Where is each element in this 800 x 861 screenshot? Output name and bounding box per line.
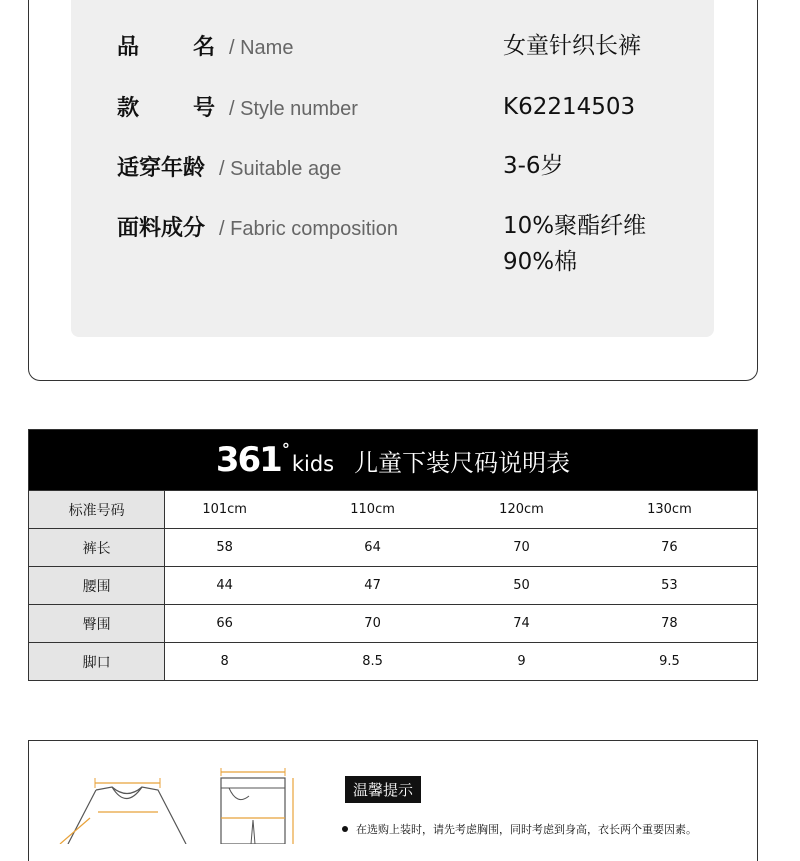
table-header-cell: 130cm bbox=[647, 502, 692, 517]
table-row-label: 裤长 bbox=[29, 529, 165, 566]
table-cell: 64 bbox=[364, 540, 381, 555]
table-row bbox=[29, 528, 757, 566]
pants-garment-illustration bbox=[215, 768, 300, 844]
table-row-label: 臀围 bbox=[29, 605, 165, 642]
table-cell: 53 bbox=[661, 578, 678, 593]
fabric-label-en: / Fabric composition bbox=[219, 218, 398, 240]
name-value: 女童针织长裤 bbox=[503, 33, 641, 59]
table-cell: 44 bbox=[216, 578, 233, 593]
info-row-age bbox=[117, 151, 341, 182]
table-header-cell: 101cm bbox=[202, 502, 247, 517]
table-cell: 76 bbox=[661, 540, 678, 555]
fabric-label: 面料成分 bbox=[117, 216, 206, 241]
top-garment-illustration bbox=[50, 770, 190, 844]
size-table-title: 儿童下装尺码说明表 bbox=[354, 448, 571, 477]
table-cell: 66 bbox=[216, 616, 233, 631]
table-cell: 78 bbox=[661, 616, 678, 631]
fabric-value-line1: 10%聚酯纤维 bbox=[503, 213, 647, 239]
fabric-value bbox=[503, 208, 646, 280]
tips-line bbox=[342, 821, 697, 837]
style-number-label: 款 号 bbox=[117, 96, 215, 121]
style-number-value: K62214503 bbox=[503, 94, 636, 120]
table-cell: 9 bbox=[517, 654, 526, 669]
size-table bbox=[28, 429, 758, 681]
table-row-label: 腰围 bbox=[29, 567, 165, 604]
brand-kids: kids bbox=[291, 452, 335, 476]
table-header-cell: 标准号码 bbox=[29, 491, 165, 528]
brand-degree: ° bbox=[281, 440, 290, 459]
table-header-row bbox=[29, 490, 757, 528]
tips-text: 在选购上装时，请先考虑胸围，同时考虑到身高，衣长两个重要因素。 bbox=[356, 823, 697, 836]
table-row bbox=[29, 604, 757, 642]
fabric-value-line2: 90%棉 bbox=[503, 249, 578, 275]
table-cell: 47 bbox=[364, 578, 381, 593]
table-row-label: 脚口 bbox=[29, 643, 165, 680]
info-row-style-number bbox=[117, 91, 358, 122]
name-label-en: / Name bbox=[229, 37, 294, 59]
table-cell: 8 bbox=[220, 654, 229, 669]
style-number-label-en: / Style number bbox=[229, 98, 358, 120]
table-cell: 58 bbox=[216, 540, 233, 555]
table-cell: 9.5 bbox=[659, 654, 680, 669]
brand-logo bbox=[216, 440, 334, 480]
age-label: 适穿年龄 bbox=[117, 156, 206, 181]
table-header-cell: 120cm bbox=[499, 502, 544, 517]
age-value: 3-6岁 bbox=[503, 153, 564, 179]
name-label: 品 名 bbox=[117, 35, 215, 60]
age-label-en: / Suitable age bbox=[219, 158, 342, 180]
table-cell: 70 bbox=[513, 540, 530, 555]
table-cell: 70 bbox=[364, 616, 381, 631]
bullet-icon bbox=[342, 826, 348, 832]
info-row-fabric bbox=[117, 211, 398, 242]
size-table-header bbox=[29, 430, 757, 490]
info-row-name bbox=[117, 30, 293, 61]
tips-badge: 温馨提示 bbox=[345, 776, 421, 803]
table-row bbox=[29, 642, 757, 680]
table-cell: 50 bbox=[513, 578, 530, 593]
brand-number: 361 bbox=[215, 440, 281, 480]
table-row bbox=[29, 566, 757, 604]
table-cell: 8.5 bbox=[362, 654, 383, 669]
table-header-cell: 110cm bbox=[350, 502, 395, 517]
table-cell: 74 bbox=[513, 616, 530, 631]
